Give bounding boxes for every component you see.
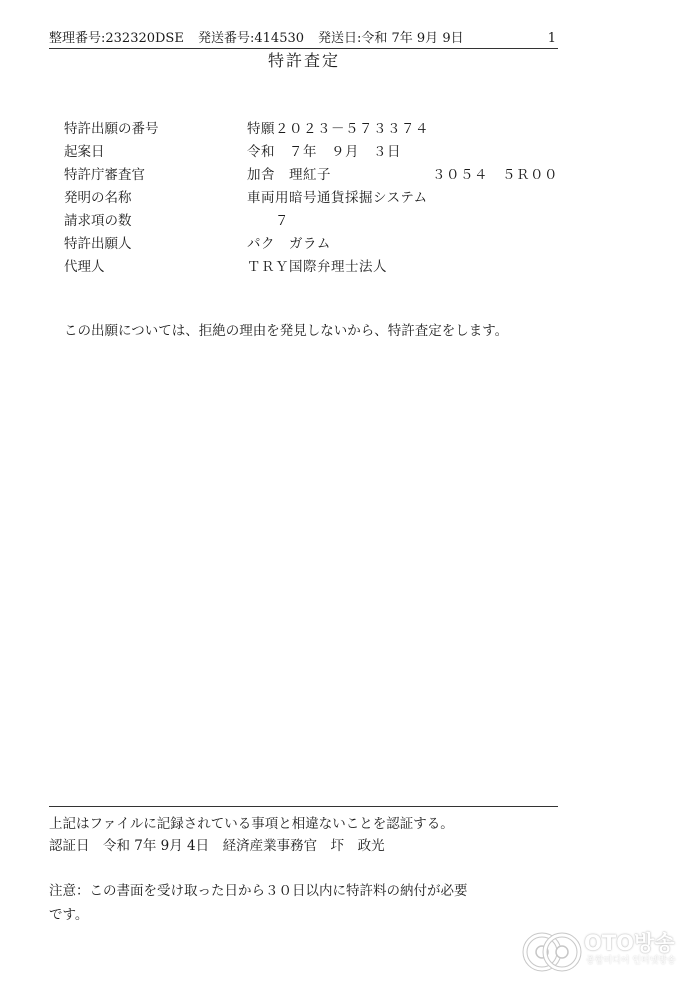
dispatch-date: 発送日:令和 7年 9月 9日	[318, 31, 464, 46]
field-value: 特願２０２３－５７３３７４	[247, 121, 429, 137]
payment-note: 注意：この書面を受け取った日から３０日以内に特許料の納付が必要です。	[49, 883, 468, 923]
field-value: 加舎 理紅子	[247, 167, 331, 183]
examiner-code: ３０５４ ５Ｒ００	[432, 167, 558, 183]
field-value: 車両用暗号通貨採掘システム	[247, 190, 428, 206]
field-drafting-date	[64, 141, 564, 164]
field-label: 起案日	[64, 144, 105, 160]
field-label: 代理人	[64, 259, 105, 275]
field-value: 令和 ７年 ９月 ３日	[247, 144, 401, 160]
field-label: 発明の名称	[64, 190, 132, 206]
field-claim-count	[64, 210, 564, 233]
decision-statement: この出願については、拒絶の理由を発見しないから、特許査定をします。	[64, 323, 509, 339]
watermark	[522, 930, 692, 974]
field-label: 特許庁審査官	[64, 167, 145, 183]
field-value: パク ガラム	[247, 236, 331, 252]
field-label: 請求項の数	[64, 213, 132, 229]
field-label: 特許出願の番号	[64, 121, 159, 137]
document-header	[49, 31, 558, 49]
page-number: 1	[547, 31, 556, 46]
oto-logo-icon	[522, 932, 582, 972]
field-examiner	[64, 164, 564, 187]
dispatch-number: 発送番号:414530	[198, 31, 305, 46]
field-application-number	[64, 118, 564, 141]
watermark-tagline: 종합미디어 인터넷방송	[586, 956, 676, 966]
field-invention-title	[64, 187, 564, 210]
certification-statement: 上記はファイルに記録されている事項と相違ないことを認証する。	[49, 816, 454, 832]
reference-number: 整理番号:232320DSE	[49, 31, 184, 46]
field-value: ７	[247, 213, 289, 229]
field-agent	[64, 256, 564, 279]
footer-divider	[49, 806, 558, 807]
application-details	[64, 118, 564, 279]
field-applicant	[64, 233, 564, 256]
document-title: 特許査定	[267, 51, 340, 70]
field-label: 特許出願人	[64, 236, 132, 252]
certification-line: 認証日 令和 7年 9月 4日 経済産業事務官 圷 政光	[49, 838, 385, 854]
watermark-brand: OTO방송	[584, 931, 675, 955]
field-value: ＴＲＹ国際弁理士法人	[247, 259, 387, 275]
